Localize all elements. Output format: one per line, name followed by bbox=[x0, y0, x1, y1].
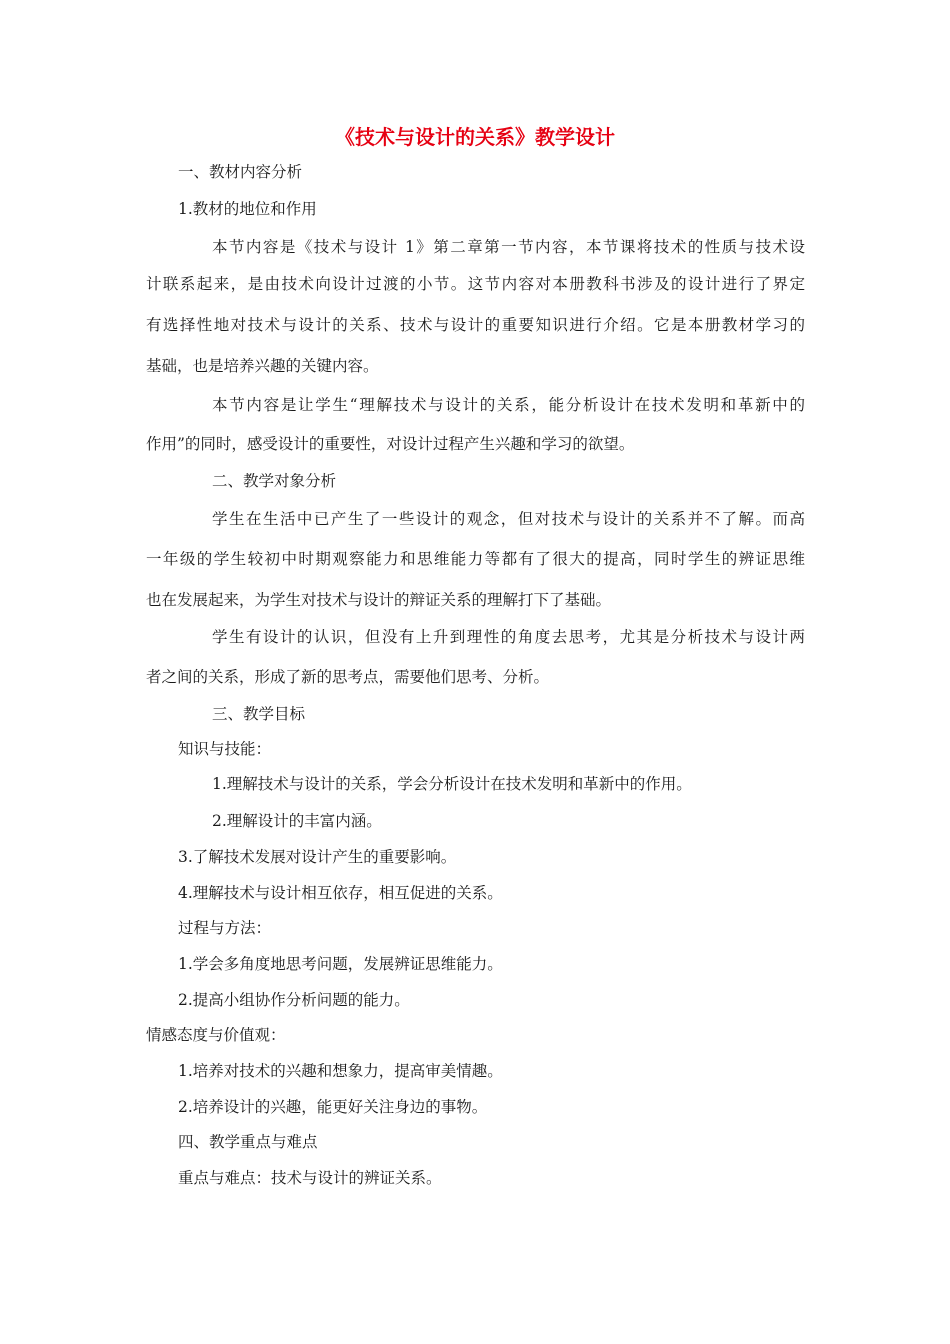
paragraph-line: 一年级的学生较初中时期观察能力和思维能力等都有了很大的提高，同时学生的辨证思维 bbox=[146, 550, 805, 568]
list-item: 2.理解设计的丰富内涵。 bbox=[212, 812, 382, 830]
paragraph-line: 作用”的同时，感受设计的重要性，对设计过程产生兴趣和学习的欲望。 bbox=[146, 435, 635, 453]
document-title: 《技术与设计的关系》教学设计 bbox=[335, 125, 615, 149]
paragraph-line: 者之间的关系，形成了新的思考点，需要他们思考、分析。 bbox=[146, 668, 550, 686]
list-item: 1.培养对技术的兴趣和想象力，提高审美情趣。 bbox=[178, 1062, 503, 1080]
paragraph-line: 也在发展起来，为学生对技术与设计的辩证关系的理解打下了基础。 bbox=[146, 591, 612, 609]
paragraph-line: 本节内容是《技术与设计 1》第二章第一节内容，本节课将技术的性质与技术设 bbox=[212, 238, 805, 256]
paragraph-line: 重点与难点：技术与设计的辨证关系。 bbox=[178, 1169, 442, 1187]
paragraph-line: 学生有设计的认识，但没有上升到理性的角度去思考，尤其是分析技术与设计两 bbox=[212, 628, 805, 646]
paragraph-line: 有选择性地对技术与设计的关系、技术与设计的重要知识进行介绍。它是本册教材学习的 bbox=[146, 316, 805, 334]
section-heading-3: 三、教学目标 bbox=[212, 705, 306, 723]
section-heading-2: 二、教学对象分析 bbox=[212, 472, 337, 490]
goal-category-heading: 情感态度与价值观： bbox=[146, 1026, 286, 1044]
paragraph-line: 计联系起来，是由技术向设计过渡的小节。这节内容对本册教科书涉及的设计进行了界定 bbox=[146, 275, 805, 293]
paragraph-line: 学生在生活中已产生了一些设计的观念，但对技术与设计的关系并不了解。而高 bbox=[212, 510, 805, 528]
list-item: 2.提高小组协作分析问题的能力。 bbox=[178, 991, 410, 1009]
list-item: 1.理解技术与设计的关系，学会分析设计在技术发明和革新中的作用。 bbox=[212, 775, 692, 793]
section-heading-4: 四、教学重点与难点 bbox=[178, 1133, 318, 1151]
list-item: 2.培养设计的兴趣，能更好关注身边的事物。 bbox=[178, 1098, 488, 1116]
list-item: 3.了解技术发展对设计产生的重要影响。 bbox=[178, 848, 457, 866]
goal-category-heading: 知识与技能： bbox=[178, 740, 272, 758]
subsection-heading: 1.教材的地位和作用 bbox=[178, 200, 317, 218]
paragraph-line: 基础，也是培养兴趣的关键内容。 bbox=[146, 357, 379, 375]
goal-category-heading: 过程与方法： bbox=[178, 919, 272, 937]
section-heading-1: 一、教材内容分析 bbox=[178, 163, 303, 181]
paragraph-line: 本节内容是让学生“理解技术与设计的关系，能分析设计在技术发明和革新中的 bbox=[212, 396, 805, 414]
list-item: 4.理解技术与设计相互依存，相互促进的关系。 bbox=[178, 884, 503, 902]
list-item: 1.学会多角度地思考问题，发展辨证思维能力。 bbox=[178, 955, 503, 973]
